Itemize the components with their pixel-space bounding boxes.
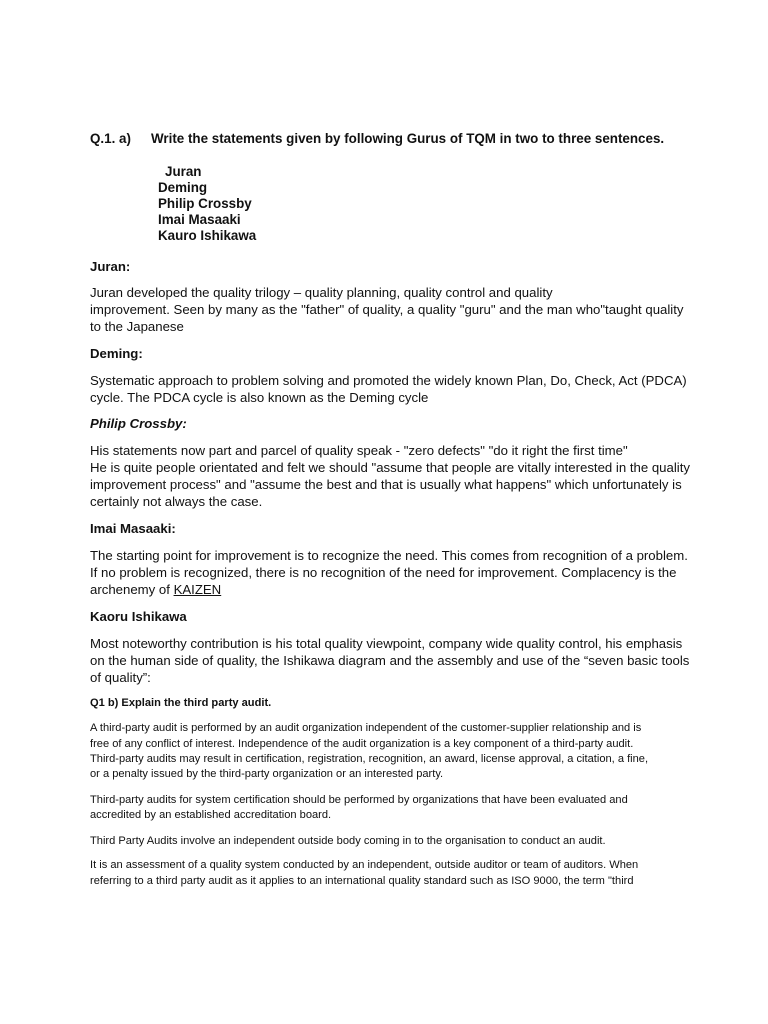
paragraph-line: A third-party audit is performed by an audit organization independent of the customer-supplier relationship and is — [90, 722, 642, 734]
question-number: Q.1. a) — [90, 131, 131, 146]
section-heading-juran: Juran: — [90, 259, 131, 274]
section-heading-deming: Deming: — [90, 346, 143, 361]
paragraph-line: improvement process" and "assume the best and that is usually what happens" which unfortunately is — [90, 477, 682, 492]
guru-list-item: Imai Masaaki — [158, 212, 241, 227]
section-heading-ishikawa: Kaoru Ishikawa — [90, 609, 187, 624]
paragraph-line: Third-party audits may result in certification, registration, recognition, an award, license approval, a citation, a fine, — [90, 753, 649, 765]
paragraph-line: Third-party audits for system certification should be performed by organizations that have been evaluated and — [90, 794, 628, 806]
paragraph-line — [90, 582, 221, 597]
paragraph-line: free of any conflict of interest. Independence of the audit organization is a key component of a third-party audit. — [90, 738, 634, 750]
paragraph-line: Juran developed the quality trilogy – quality planning, quality control and quality — [90, 285, 553, 300]
section-heading-imai: Imai Masaaki: — [90, 521, 176, 536]
paragraph-line: certainly not always the case. — [90, 494, 263, 509]
paragraph-line: It is an assessment of a quality system conducted by an independent, outside auditor or team of auditors. When — [90, 859, 639, 871]
paragraph-line: of quality”: — [90, 670, 151, 685]
guru-list-item: Philip Crossby — [158, 196, 252, 211]
question-prompt: Write the statements given by following Gurus of TQM in two to three sentences. — [151, 131, 665, 146]
paragraph-text: archenemy of — [90, 582, 174, 597]
paragraph-line: Third Party Audits involve an independent outside body coming in to the organisation to conduct an audit. — [90, 835, 606, 847]
paragraph-line: improvement. Seen by many as the "father" of quality, a quality "guru" and the man who"taught quality — [90, 302, 684, 317]
guru-list-item: Deming — [158, 180, 208, 195]
paragraph-line: to the Japanese — [90, 319, 184, 334]
paragraph-line: The starting point for improvement is to recognize the need. This comes from recognition of a problem. — [90, 548, 688, 563]
guru-list-item: Kauro Ishikawa — [158, 228, 257, 243]
paragraph-line: If no problem is recognized, there is no recognition of the need for improvement. Complacency is the — [90, 565, 677, 580]
question-1b-heading: Q1 b) Explain the third party audit. — [90, 697, 272, 709]
kaizen-link[interactable]: KAIZEN — [173, 582, 222, 597]
paragraph-line: His statements now part and parcel of quality speak - "zero defects" "do it right the first time" — [90, 443, 628, 458]
paragraph-line: Systematic approach to problem solving and promoted the widely known Plan, Do, Check, Act (PDCA) — [90, 373, 687, 388]
paragraph-line: cycle. The PDCA cycle is also known as the Deming cycle — [90, 390, 429, 405]
paragraph-line: on the human side of quality, the Ishikawa diagram and the assembly and use of the “seven basic tools — [90, 653, 690, 668]
paragraph-line: Most noteworthy contribution is his total quality viewpoint, company wide quality control, his emphasis — [90, 636, 683, 651]
section-heading-crossby: Philip Crossby: — [90, 416, 187, 431]
paragraph-line: or a penalty issued by the third-party organization or an interested party. — [90, 768, 444, 780]
paragraph-line: He is quite people orientated and felt we should "assume that people are vitally interested in the quality — [90, 460, 690, 475]
paragraph-line: referring to a third party audit as it applies to an international quality standard such as ISO 9000, the term "third — [90, 875, 634, 887]
paragraph-line: accredited by an established accreditation board. — [90, 809, 332, 821]
guru-list-item: Juran — [165, 164, 202, 179]
